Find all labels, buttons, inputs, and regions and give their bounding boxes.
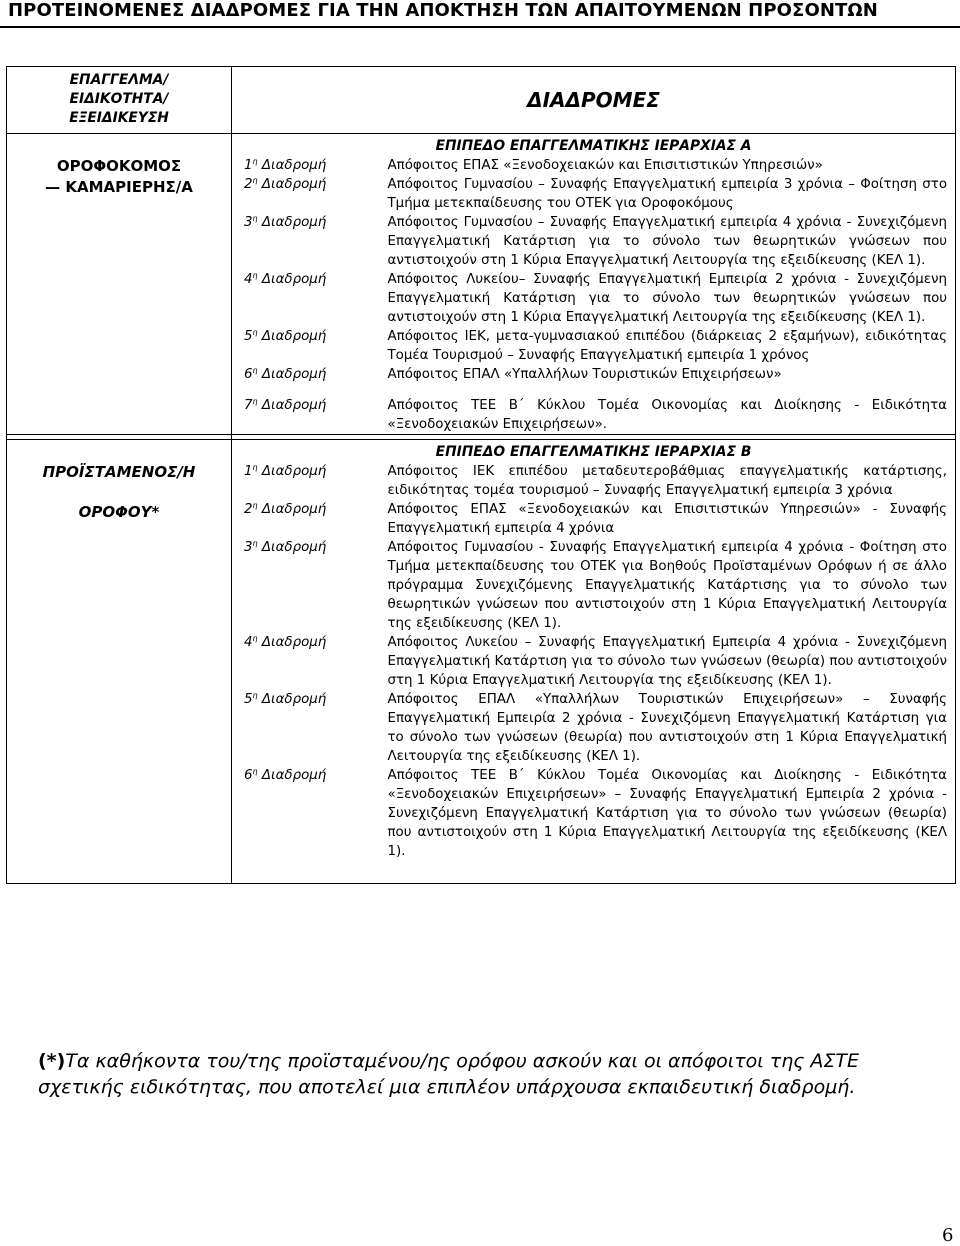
route-label: $6^\eta$ Διαδρομή	[244, 366, 327, 382]
route-description: Απόφοιτος ΤΕΕ Β΄ Κύκλου Τομέα Οικονομίας και Διοίκησης - Ειδικότητα «Ξενοδοχειακών Επιχειρήσεων» – Συναφής Επαγγελματική Εμπειρία 2 χρόνια - Συνεχιζόμενη Επαγγελματική Κατάρτιση για το σύνολο των γνώσεων (θεωρία) που αντιστοιχούν στη 1 Κύρια Επαγγελματική Λειτουργία της εξειδίκευσης (ΚΕΛ 1).	[382, 766, 956, 861]
header-routes-title: ΔΙΑΔΡΟΜΕΣ	[527, 87, 660, 112]
route-label: $2^\eta$ Διαδρομή	[244, 176, 327, 192]
route-label: $1^\eta$ Διαδρομή	[244, 157, 327, 173]
table-row	[7, 462, 956, 500]
route-label: $5^\eta$ Διαδρομή	[244, 691, 327, 707]
route-label: $3^\eta$ Διαδρομή	[244, 214, 327, 230]
route-description: Απόφοιτος ΕΠΑΛ «Υπαλλήλων Τουριστικών Επιχειρήσεων»	[382, 365, 956, 384]
routes-table	[6, 66, 956, 884]
occupation-cell-b-top	[7, 440, 232, 463]
header-occupation-line: ΕΞΕΙΔΙΚΕΥΣΗ	[69, 110, 169, 126]
occupation-title: ΠΡΟΪΣΤΑΜΕΝΟΣ/Η	[42, 463, 196, 481]
route-label: $6^\eta$ Διαδρομή	[244, 767, 327, 783]
spacer-cell	[232, 384, 956, 396]
occupation-cell-b	[7, 462, 232, 884]
route-label: $4^\eta$ Διαδρομή	[244, 634, 327, 650]
occupation-cell-a	[7, 156, 232, 435]
title-divider	[0, 26, 960, 28]
route-label: $7^\eta$ Διαδρομή	[244, 397, 327, 413]
occupation-title: ΟΡΟΦΟΚΟΜΟΣ	[56, 157, 182, 175]
occupation-title: — ΚΑΜΑΡΙΕΡΗΣ/Α	[45, 178, 193, 196]
level-title-b: ΕΠΙΠΕΔΟ ΕΠΑΓΓΕΛΜΑΤΙΚΗΣ ΙΕΡΑΡΧΙΑΣ Β	[232, 440, 956, 463]
table-row	[7, 156, 956, 175]
empty-cell	[232, 861, 956, 884]
route-description: Απόφοιτος ΕΠΑΣ «Ξενοδοχειακών και Επισιτιστικών Υπηρεσιών» - Συναφής Επαγγελματική εμπειρία 4 χρόνια	[382, 500, 956, 538]
section-b-level-row	[7, 440, 956, 463]
footnote	[38, 1048, 948, 1100]
header-occupation-line: ΕΙΔΙΚΟΤΗΤΑ/	[69, 91, 169, 107]
header-routes-cell	[232, 67, 956, 134]
route-description: Απόφοιτος Γυμνασίου – Συναφής Επαγγελματική εμπειρία 3 χρόνια – Φοίτηση στο Τμήμα μετεκπαίδευσης του ΟΤΕΚ για Οροφοκόμους	[382, 175, 956, 213]
page-title: ΠΡΟΤΕΙΝΟΜΕΝΕΣ ΔΙΑΔΡΟΜΕΣ ΓΙΑ ΤΗΝ ΑΠΟΚΤΗΣΗ ΤΩΝ ΑΠΑΙΤΟΥΜΕΝΩΝ ΠΡΟΣΟΝΤΩΝ	[8, 0, 878, 21]
route-description: Απόφοιτος ΕΠΑΣ «Ξενοδοχειακών και Επισιτιστικών Υπηρεσιών»	[382, 156, 956, 175]
table-header-row	[7, 67, 956, 134]
header-occupation-cell	[7, 67, 232, 134]
occupation-cell-a-top	[7, 134, 232, 157]
section-a-level-row	[7, 134, 956, 157]
route-description: Απόφοιτος Λυκείου– Συναφής Επαγγελματική Εμπειρία 2 χρόνια - Συνεχιζόμενη Επαγγελματική Κατάρτιση για το σύνολο των θεωρητικών γνώσεων που αντιστοιχούν στη 1 Κύρια Επαγγελματική Λειτουργία της εξειδίκευσης (ΚΕΛ 1).	[382, 270, 956, 327]
route-label: $5^\eta$ Διαδρομή	[244, 328, 327, 344]
route-description: Απόφοιτος ΕΠΑΛ «Υπαλλήλων Τουριστικών Επιχειρήσεων» – Συναφής Επαγγελματική Εμπειρία 2 χρόνια - Συνεχιζόμενη Επαγγελματική Κατάρτιση για το σύνολο των γνώσεων (θεωρία) που αντιστοιχούν στη 1 Κύρια Επαγγελματική Λειτουργία της εξειδίκευσης (ΚΕΛ 1).	[382, 690, 956, 766]
route-description: Απόφοιτος ΙΕΚ, μετα-γυμνασιακού επιπέδου (διάρκειας 2 εξαμήνων), ειδικότητας Τομέα Τουρισμού – Συναφής Επαγγελματική εμπειρία 1 χρόνος	[382, 327, 956, 365]
route-description: Απόφοιτος ΤΕΕ Β΄ Κύκλου Τομέα Οικονομίας και Διοίκησης - Ειδικότητα «Ξενοδοχειακών Επιχειρήσεων».	[382, 396, 956, 435]
footnote-mark: (*)	[38, 1050, 66, 1072]
route-description: Απόφοιτος Γυμνασίου - Συναφής Επαγγελματική εμπειρία 4 χρόνια - Φοίτηση στο Τμήμα μετεκπαίδευσης του ΟΤΕΚ για Βοηθούς Προϊσταμένων Ορόφων ή σε άλλο πρόγραμμα Συνεχιζόμενης Επαγγελματικής Κατάρτισης για το σύνολο των θεωρητικών γνώσεων που αντιστοιχούν στη 1 Κύρια Επαγγελματική Λειτουργία της εξειδίκευσης (ΚΕΛ 1).	[382, 538, 956, 633]
route-description: Απόφοιτος ΙΕΚ επιπέδου μεταδευτεροβάθμιας επαγγελματικής κατάρτισης, ειδικότητας τομέα τουρισμού – Συναφής Επαγγελματική εμπειρία 3 χρόνια	[382, 462, 956, 500]
route-label: $4^\eta$ Διαδρομή	[244, 271, 327, 287]
occupation-title: ΟΡΟΦΟΥ*	[78, 503, 160, 521]
header-occupation-line: ΕΠΑΓΓΕΛΜΑ/	[69, 72, 169, 88]
footnote-text: Τα καθήκοντα του/της προϊσταμένου/ης ορόφου ασκούν και οι απόφοιτοι της ΑΣΤΕ σχετικής ειδικότητας, που αποτελεί μια επιπλέον υπάρχουσα εκπαιδευτική διαδρομή.	[38, 1050, 860, 1098]
route-description: Απόφοιτος Λυκείου – Συναφής Επαγγελματική Εμπειρία 4 χρόνια - Συνεχιζόμενη Επαγγελματική Κατάρτιση για το σύνολο των γνώσεων (θεωρία) που αντιστοιχούν στη 1 Κύρια Επαγγελματική Λειτουργία της εξειδίκευσης (ΚΕΛ 1).	[382, 633, 956, 690]
route-label: $1^\eta$ Διαδρομή	[244, 463, 327, 479]
level-title-a: ΕΠΙΠΕΔΟ ΕΠΑΓΓΕΛΜΑΤΙΚΗΣ ΙΕΡΑΡΧΙΑΣ Α	[232, 134, 956, 157]
page-number: 6	[942, 1225, 954, 1246]
route-label: $2^\eta$ Διαδρομή	[244, 501, 327, 517]
route-label: $3^\eta$ Διαδρομή	[244, 539, 327, 555]
route-description: Απόφοιτος Γυμνασίου – Συναφής Επαγγελματική εμπειρία 4 χρόνια - Συνεχιζόμενη Επαγγελματική Κατάρτιση για το σύνολο των θεωρητικών γνώσεων που αντιστοιχούν στη 1 Κύρια Επαγγελματική Λειτουργία της εξειδίκευσης (ΚΕΛ 1).	[382, 213, 956, 270]
